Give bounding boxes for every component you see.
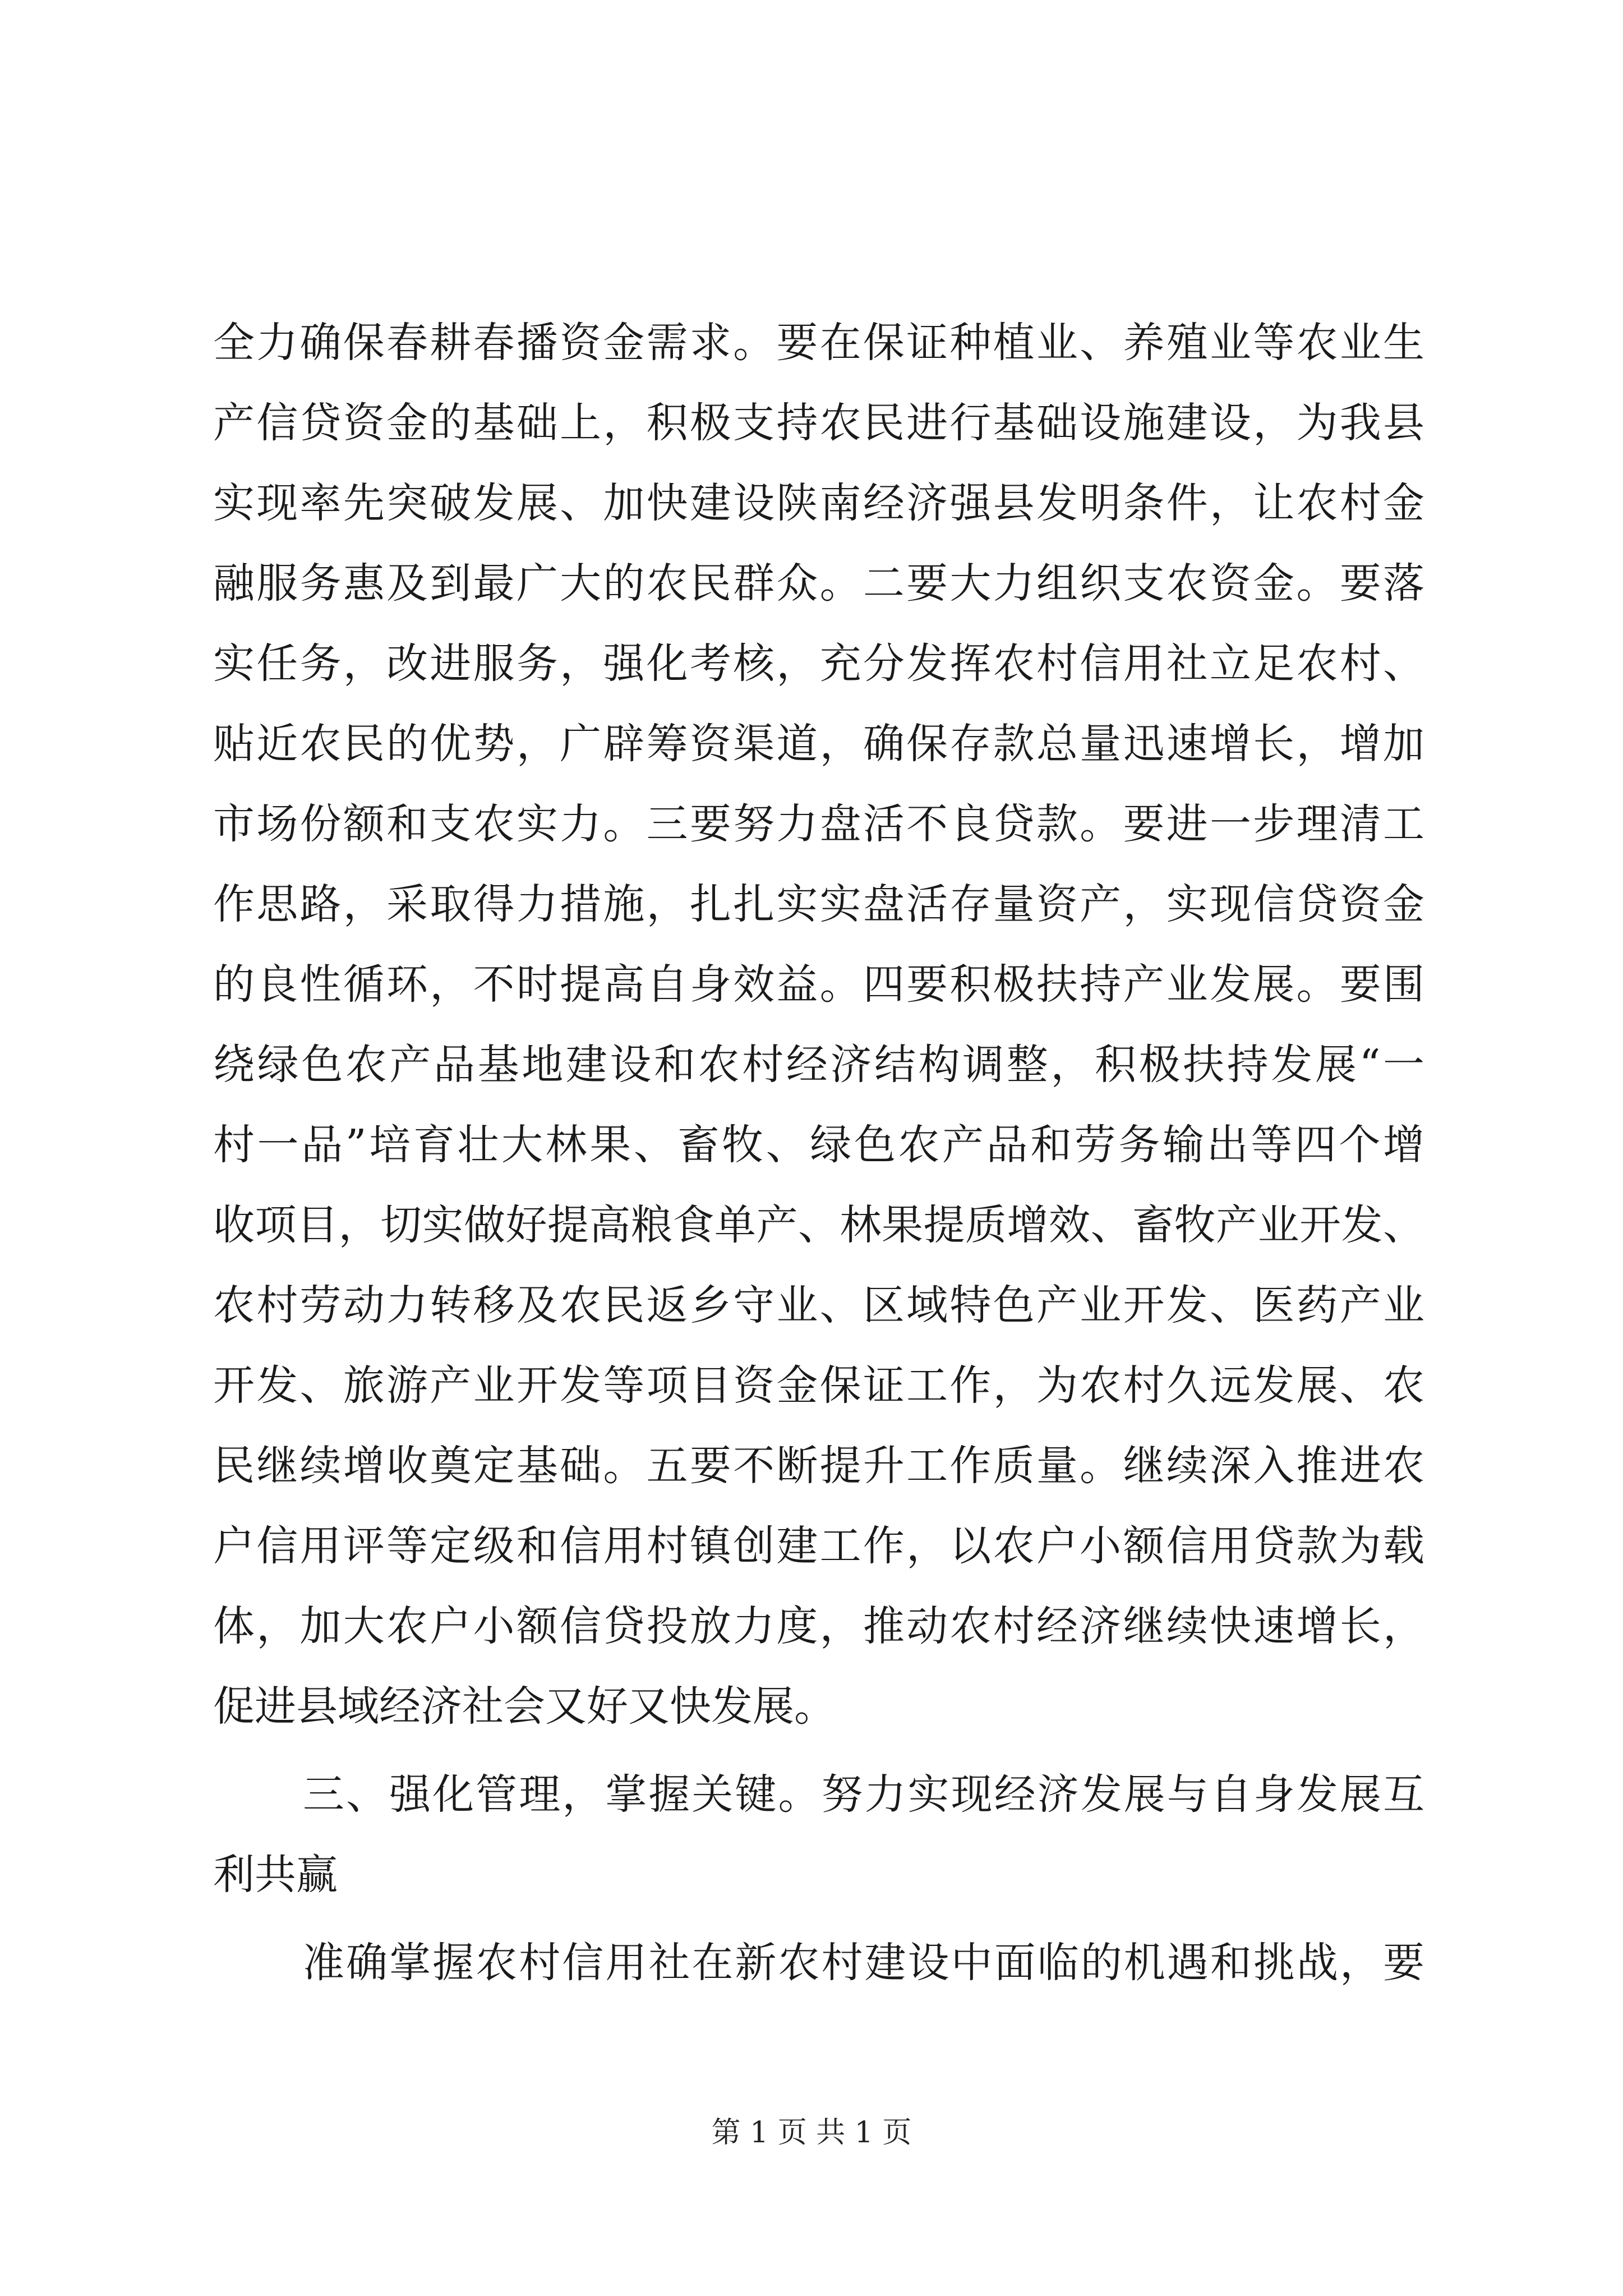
heading-line: 三、强化管理，掌握关键。努力实现经济发展与自身发展互 — [303, 1770, 1424, 1819]
text-line: 准确掌握农村信用社在新农村建设中面临的机遇和挑战，要 — [303, 1939, 1424, 1987]
document-body — [213, 303, 1424, 2003]
text-line: 户信用评等定级和信用村镇创建工作，以农户小额信用贷款为载 — [213, 1522, 1424, 1570]
text-line: 全力确保春耕春播资金需求。要在保证种植业、养殖业等农业生 — [213, 319, 1424, 367]
text-line: 实现率先突破发展、加快建设陕南经济强县发明条件，让农村金 — [213, 479, 1424, 527]
text-line: 促进县域经济社会又好又快发展。 — [213, 1682, 836, 1731]
text-line: 收项目，切实做好提高粮食单产、林果提质增效、畜牧产业开发、 — [213, 1201, 1424, 1249]
text-line: 产信贷资金的基础上，积极支持农民进行基础设施建设，为我县 — [213, 399, 1424, 447]
text-line: 实任务，改进服务，强化考核，充分发挥农村信用社立足农村、 — [213, 639, 1424, 688]
text-line: 农村劳动力转移及农民返乡守业、区域特色产业开发、医药产业 — [213, 1281, 1424, 1329]
section-heading-3 — [213, 1755, 1424, 1915]
paragraph-2 — [213, 1923, 1424, 2003]
text-line: 融服务惠及到最广大的农民群众。二要大力组织支农资金。要落 — [213, 559, 1424, 608]
text-line: 作思路，采取得力措施，扎扎实实盘活存量资产，实现信贷资金 — [213, 880, 1424, 928]
text-line: 村一品”培育壮大林果、畜牧、绿色农产品和劳务输出等四个增 — [213, 1121, 1424, 1169]
text-line: 绕绿色农产品基地建设和农村经济结构调整，积极扶持发展“一 — [213, 1041, 1424, 1089]
text-line: 民继续增收奠定基础。五要不断提升工作质量。继续深入推进农 — [213, 1442, 1424, 1490]
heading-line: 利共赢 — [213, 1851, 338, 1899]
page-number-footer: 第 1 页 共 1 页 — [711, 2116, 912, 2150]
text-line: 市场份额和支农实力。三要努力盘活不良贷款。要进一步理清工 — [213, 800, 1424, 848]
paragraph-gap — [213, 1915, 1424, 1923]
text-line: 贴近农民的优势，广辟筹资渠道，确保存款总量迅速增长，增加 — [213, 720, 1424, 768]
text-line: 体，加大农户小额信贷投放力度，推动农村经济继续快速增长， — [213, 1602, 1424, 1650]
paragraph-1 — [213, 303, 1424, 1747]
text-line: 开发、旅游产业开发等项目资金保证工作，为农村久远发展、农 — [213, 1361, 1424, 1410]
text-line: 的良性循环，不时提高自身效益。四要积极扶持产业发展。要围 — [213, 960, 1424, 1009]
paragraph-gap — [213, 1747, 1424, 1755]
